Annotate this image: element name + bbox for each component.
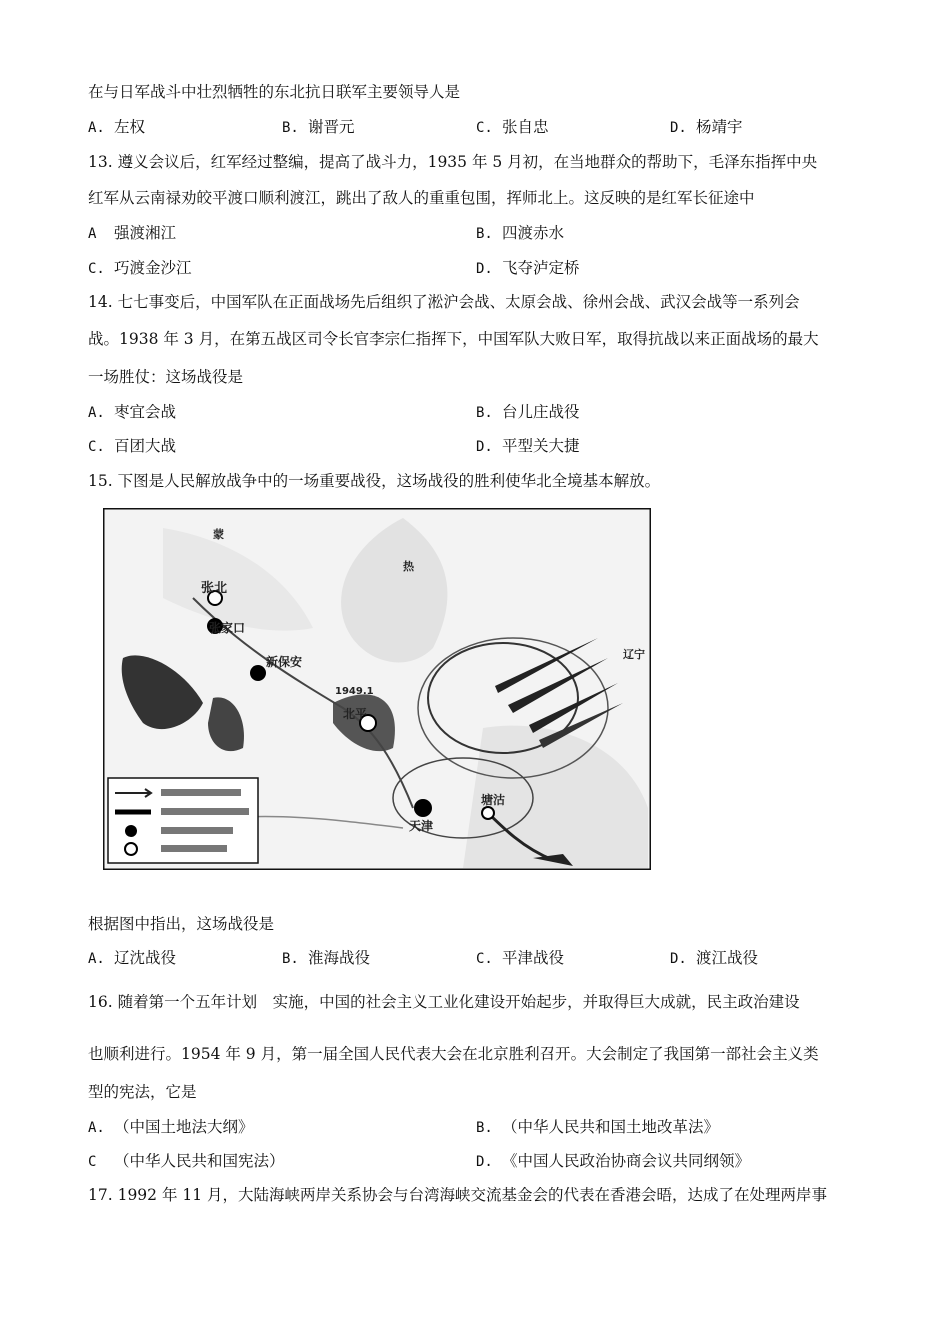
option-text: 辽沈战役 [114,949,177,967]
option-text: （中国土地法大纲》 [114,1118,254,1136]
option-text: （中华人民共和国宪法） [114,1152,285,1170]
option-text: 强渡湘江 [114,224,177,242]
q15-option-b[interactable] [282,948,370,969]
q16-stem-line-1: 16. 随着第一个五年计划 实施，中国的社会主义工业化建设开始起步，并取得巨大成就，民主政治建设 [88,993,800,1011]
option-text: 渡江战役 [696,949,759,967]
q15-stem-line-2: 根据图中指出，这场战役是 [88,915,275,933]
map-label-zhangjiakou: 张家口 [209,621,246,635]
map-label-rehe: 热 [403,560,414,573]
q14-stem-line-2: 战。1938 年 3 月，在第五战区司令长官李宗仁指挥下，中国军队大败日军，取得抗战以来正面战场的最大 [88,330,819,348]
q15-option-d[interactable] [670,948,758,969]
option-text: 谢晋元 [308,118,355,136]
q14-option-b[interactable] [476,402,580,423]
option-key: A. [88,405,105,421]
option-key: C. [88,261,105,277]
legend-text-block [161,827,233,834]
q13-option-c[interactable] [88,258,192,279]
option-text: 平型关大捷 [502,437,580,455]
q15-option-a[interactable] [88,948,176,969]
map-label-zhangbei: 张北 [201,581,228,596]
q12-option-c[interactable] [476,117,549,138]
q16-option-c[interactable] [88,1151,285,1172]
option-text: 巧渡金沙江 [114,259,192,277]
legend-symbol-liberated-city [125,843,137,855]
map-label-tianjin: 天津 [409,819,434,833]
q13-stem-line-2: 红军从云南禄劝皎平渡口顺利渡江，跳出了敌人的重重包围，挥师北上。这反映的是红军长征途中 [88,189,755,207]
option-text: 张自忠 [502,118,549,136]
q12-stem-line: 在与日军战斗中壮烈牺牲的东北抗日联军主要领导人是 [88,83,461,101]
option-text: 淮海战役 [308,949,371,967]
city-marker-tanggu [482,807,494,819]
q12-option-a[interactable] [88,117,145,138]
map-label-year: 1949.1 [335,686,374,697]
option-key: B. [282,120,299,136]
map-label-beiping: 北平 [343,707,368,721]
option-key: A. [88,1120,105,1136]
option-text: 百团大战 [114,437,177,455]
q13-option-a[interactable] [88,223,176,244]
option-key: D. [476,261,493,277]
option-text: 《中国人民政治协商会议共同纲领》 [502,1152,751,1170]
option-key: A. [88,951,105,967]
q13-option-b[interactable] [476,223,564,244]
q16-stem-line-2: 也顺利进行。1954 年 9 月，第一届全国人民代表大会在北京胜利召开。大会制定了我国第一部社会主义类 [88,1045,819,1063]
option-text: 飞夺泸定桥 [502,259,580,277]
option-key: C [88,1154,97,1170]
q14-stem-line-1: 14. 七七事变后，中国军队在正面战场先后组织了淞沪会战、太原会战、徐州会战、武汉会战等一系列会 [88,293,800,311]
pingjin-campaign-map [103,508,651,870]
q15-option-c[interactable] [476,948,564,969]
q16-option-b[interactable] [476,1117,719,1138]
map-label-tanggu: 塘沽 [481,793,506,807]
legend-text-block [161,789,241,796]
option-key: C. [476,951,493,967]
legend-text-block [161,808,249,815]
option-key: B. [282,951,299,967]
q14-stem-line-3: 一场胜仗：这场战役是 [88,368,244,386]
city-marker-tianjin [414,799,432,817]
option-key: A. [88,120,105,136]
option-key: D. [670,120,687,136]
q14-option-c[interactable] [88,436,176,457]
q12-option-d[interactable] [670,117,743,138]
option-key: D. [476,1154,493,1170]
q17-stem-line-1: 17. 1992 年 11 月，大陆海峡两岸关系协会与台湾海峡交流基金会的代表在香港会晤，达成了在处理两岸事 [88,1186,828,1204]
map-label-xinbaoan: 新保安 [266,655,303,669]
option-text: 枣宜会战 [114,403,177,421]
map-label-liaoning: 辽宁 [623,648,645,661]
q15-stem-line-1: 15. 下图是人民解放战争中的一场重要战役，这场战役的胜利使华北全境基本解放。 [88,472,661,490]
option-text: 台儿庄战役 [502,403,580,421]
q16-stem-line-3: 型的宪法，它是 [88,1083,197,1101]
option-key: B. [476,226,493,242]
q14-option-a[interactable] [88,402,176,423]
q16-option-a[interactable] [88,1117,254,1138]
option-key: D. [476,439,493,455]
option-key: D. [670,951,687,967]
q13-option-d[interactable] [476,258,580,279]
option-key: A [88,226,97,242]
option-text: （中华人民共和国土地改革法》 [502,1118,720,1136]
option-text: 杨靖宇 [696,118,743,136]
option-key: C. [476,120,493,136]
option-text: 平津战役 [502,949,565,967]
q13-stem-line-1: 13. 遵义会议后，红军经过整编，提高了战斗力，1935 年 5 月初，在当地群众的帮助下，毛泽东指挥中央 [88,153,818,171]
option-text: 四渡赤水 [502,224,565,242]
q14-option-d[interactable] [476,436,580,457]
city-marker-xinbaoan [250,665,266,681]
option-key: B. [476,1120,493,1136]
legend-symbol-enemy-city [125,825,137,837]
q12-option-b[interactable] [282,117,355,138]
q16-option-d[interactable] [476,1151,750,1172]
option-key: C. [88,439,105,455]
option-text: 左权 [114,118,146,136]
option-key: B. [476,405,493,421]
map-label-neimeng: 蒙 [213,528,224,541]
legend-text-block [161,845,227,852]
